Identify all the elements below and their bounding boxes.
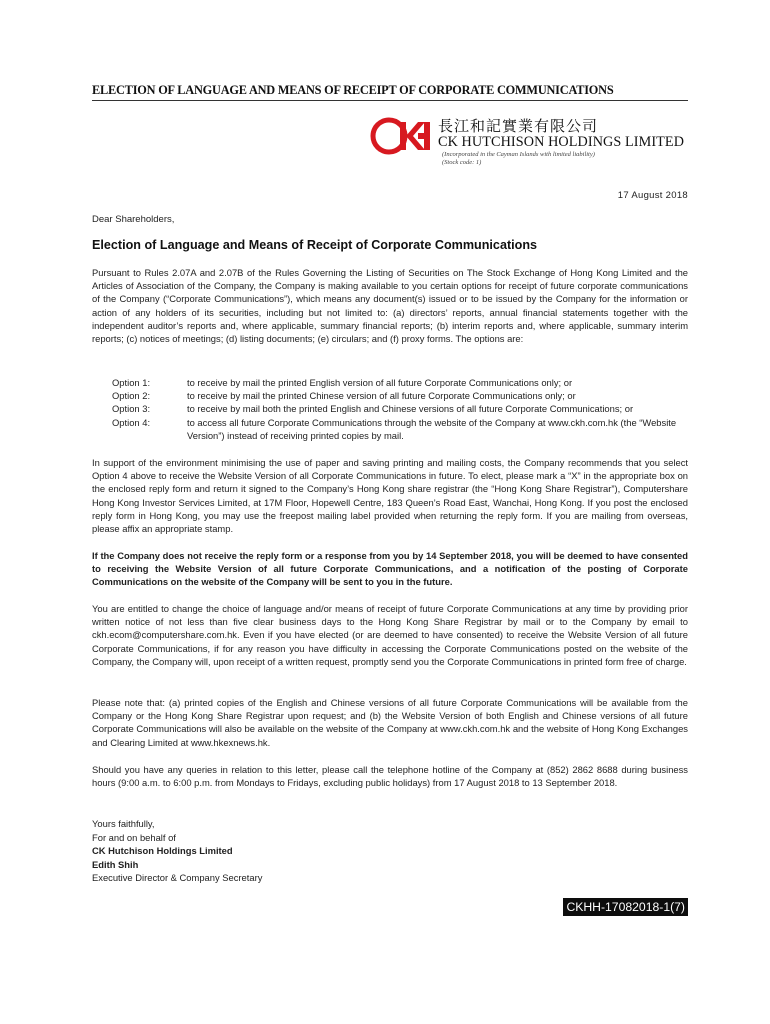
option-item [112, 416, 688, 442]
intro-paragraph: Pursuant to Rules 2.07A and 2.07B of the Rules Governing the Listing of Securities on The Stock Exchange of Hong Kong Limited and the Articles of Association of the Company, the Company is making available to you certain options for receipt of future corporate communications of the Company (“Corporate Communications”), which means any document(s) issued or to be issued by the Company for the information or action of any holders of its securities, including but not limited to: (a) directors’ reports, annual financial statements together with the independent auditor’s reports and, where applicable, summary financial reports; (b) interim reports and, where applicable, summary interim reports; (c) notices of meetings; (d) listing documents; (e) circulars; and (f) proxy forms. The options are: [92, 267, 688, 345]
closing-block [92, 817, 262, 885]
option-text: to receive by mail the printed Chinese version of all future Corporate Communications only; or [187, 390, 576, 402]
title-divider [92, 100, 688, 101]
on-behalf-line: For and on behalf of [92, 831, 176, 843]
incorporation-text: (Incorporated in the Cayman Islands with limited liability) [442, 151, 595, 158]
please-note-paragraph: Please note that: (a) printed copies of the English and Chinese versions of all future Corporate Communications will be available from the Company or the Hong Kong Share Registrar upon request; and (b) the Website Version of both English and Chinese versions of all future Corporate Communications will also be available on the website of the Company at www.ckh.com.hk and the website of Hong Kong Exchanges and Clearing Limited at www.hkexnews.hk. [92, 697, 688, 748]
option-text: to receive by mail both the printed English and Chinese versions of all future Corporate Communications; or [187, 403, 634, 415]
company-name-english: CK HUTCHISON HOLDINGS LIMITED [438, 134, 685, 150]
option-label: Option 4: [112, 416, 151, 428]
option-item [112, 402, 688, 415]
closing-line: Yours faithfully, [92, 818, 155, 829]
signatory-name: Edith Shih [92, 858, 139, 870]
letter-heading: Election of Language and Means of Receipt of Corporate Communications [92, 238, 538, 252]
deemed-consent-paragraph: If the Company does not receive the reply form or a response from you by 14 September 2018, you will be deemed to have consented to receiving the Website Version of all future Corporate Communications, and a notification of the posting of Corporate Communications on the website of the Company will be sent to you in the future. [92, 550, 688, 588]
company-logo [370, 113, 690, 173]
option-text: to access all future Corporate Communications through the website of the Company at www.ckh.com.hk (the “Website Version”) instead of receiving printed copies by mail. [187, 416, 677, 441]
incorporation-note [442, 151, 595, 167]
company-name-chinese: 長江和記實業有限公司 [438, 117, 599, 135]
document-title: ELECTION OF LANGUAGE AND MEANS OF RECEIPT OF CORPORATE COMMUNICATIONS [92, 83, 614, 97]
change-choice-paragraph: You are entitled to change the choice of language and/or means of receipt of future Corporate Communications at any time by providing prior written notice of not less than five clear business days to the Hong Kong Share Registrar by mail or to the Company by email to ckh.ecom@computershare.com.hk. Even if you have elected (or are deemed to have consented) to receive the Website Version of all future Corporate Communications, if for any reason you have difficulty in accessing the Corporate Communications posted on the website of the Company, the Company will, upon receipt of a written request, promptly send you the Corporate Communications in printed form free of charge. [92, 603, 688, 667]
signatory-title: Executive Director & Company Secretary [92, 872, 263, 884]
reference-code: CKHH-17082018-1(7) [563, 898, 688, 916]
support-paragraph: In support of the environment minimising the use of paper and saving printing and mailing costs, the Company recommends that you select Option 4 above to receive the Website Version of all Corporate Communications in future. To elect, please mark a “X” in the appropriate box on the enclosed reply form and return it signed to the Company’s Hong Kong share registrar (the “Hong Kong Share Registrar”), Computershare Hong Kong Investor Services Limited, at 17M Floor, Hopewell Centre, 183 Queen’s Road East, Wanchai, Hong Kong. If you post the enclosed reply form in Hong Kong, you may use the freepost mailing label provided when returning the reply form. If you are mailing from overseas, please affix an appropriate stamp. [92, 457, 688, 535]
stock-code: (Stock code: 1) [442, 159, 482, 166]
company-signature: CK Hutchison Holdings Limited [92, 845, 233, 857]
queries-paragraph: Should you have any queries in relation to this letter, please call the telephone hotline of the Company at (852) 2862 8688 during business hours (9:00 a.m. to 6:00 p.m. from Mondays to Fridays, excluding public holidays) from 17 August 2018 to 13 September 2018. [92, 764, 688, 789]
option-item [112, 376, 688, 389]
options-list [112, 376, 688, 442]
salutation: Dear Shareholders, [92, 214, 175, 225]
option-item [112, 389, 688, 402]
option-label: Option 2: [112, 390, 151, 402]
option-label: Option 3: [112, 403, 151, 415]
letter-date: 17 August 2018 [617, 190, 688, 201]
option-label: Option 1: [112, 377, 151, 388]
ckh-logo-icon [370, 116, 434, 156]
option-text: to receive by mail the printed English version of all future Corporate Communications only; or [187, 377, 573, 388]
